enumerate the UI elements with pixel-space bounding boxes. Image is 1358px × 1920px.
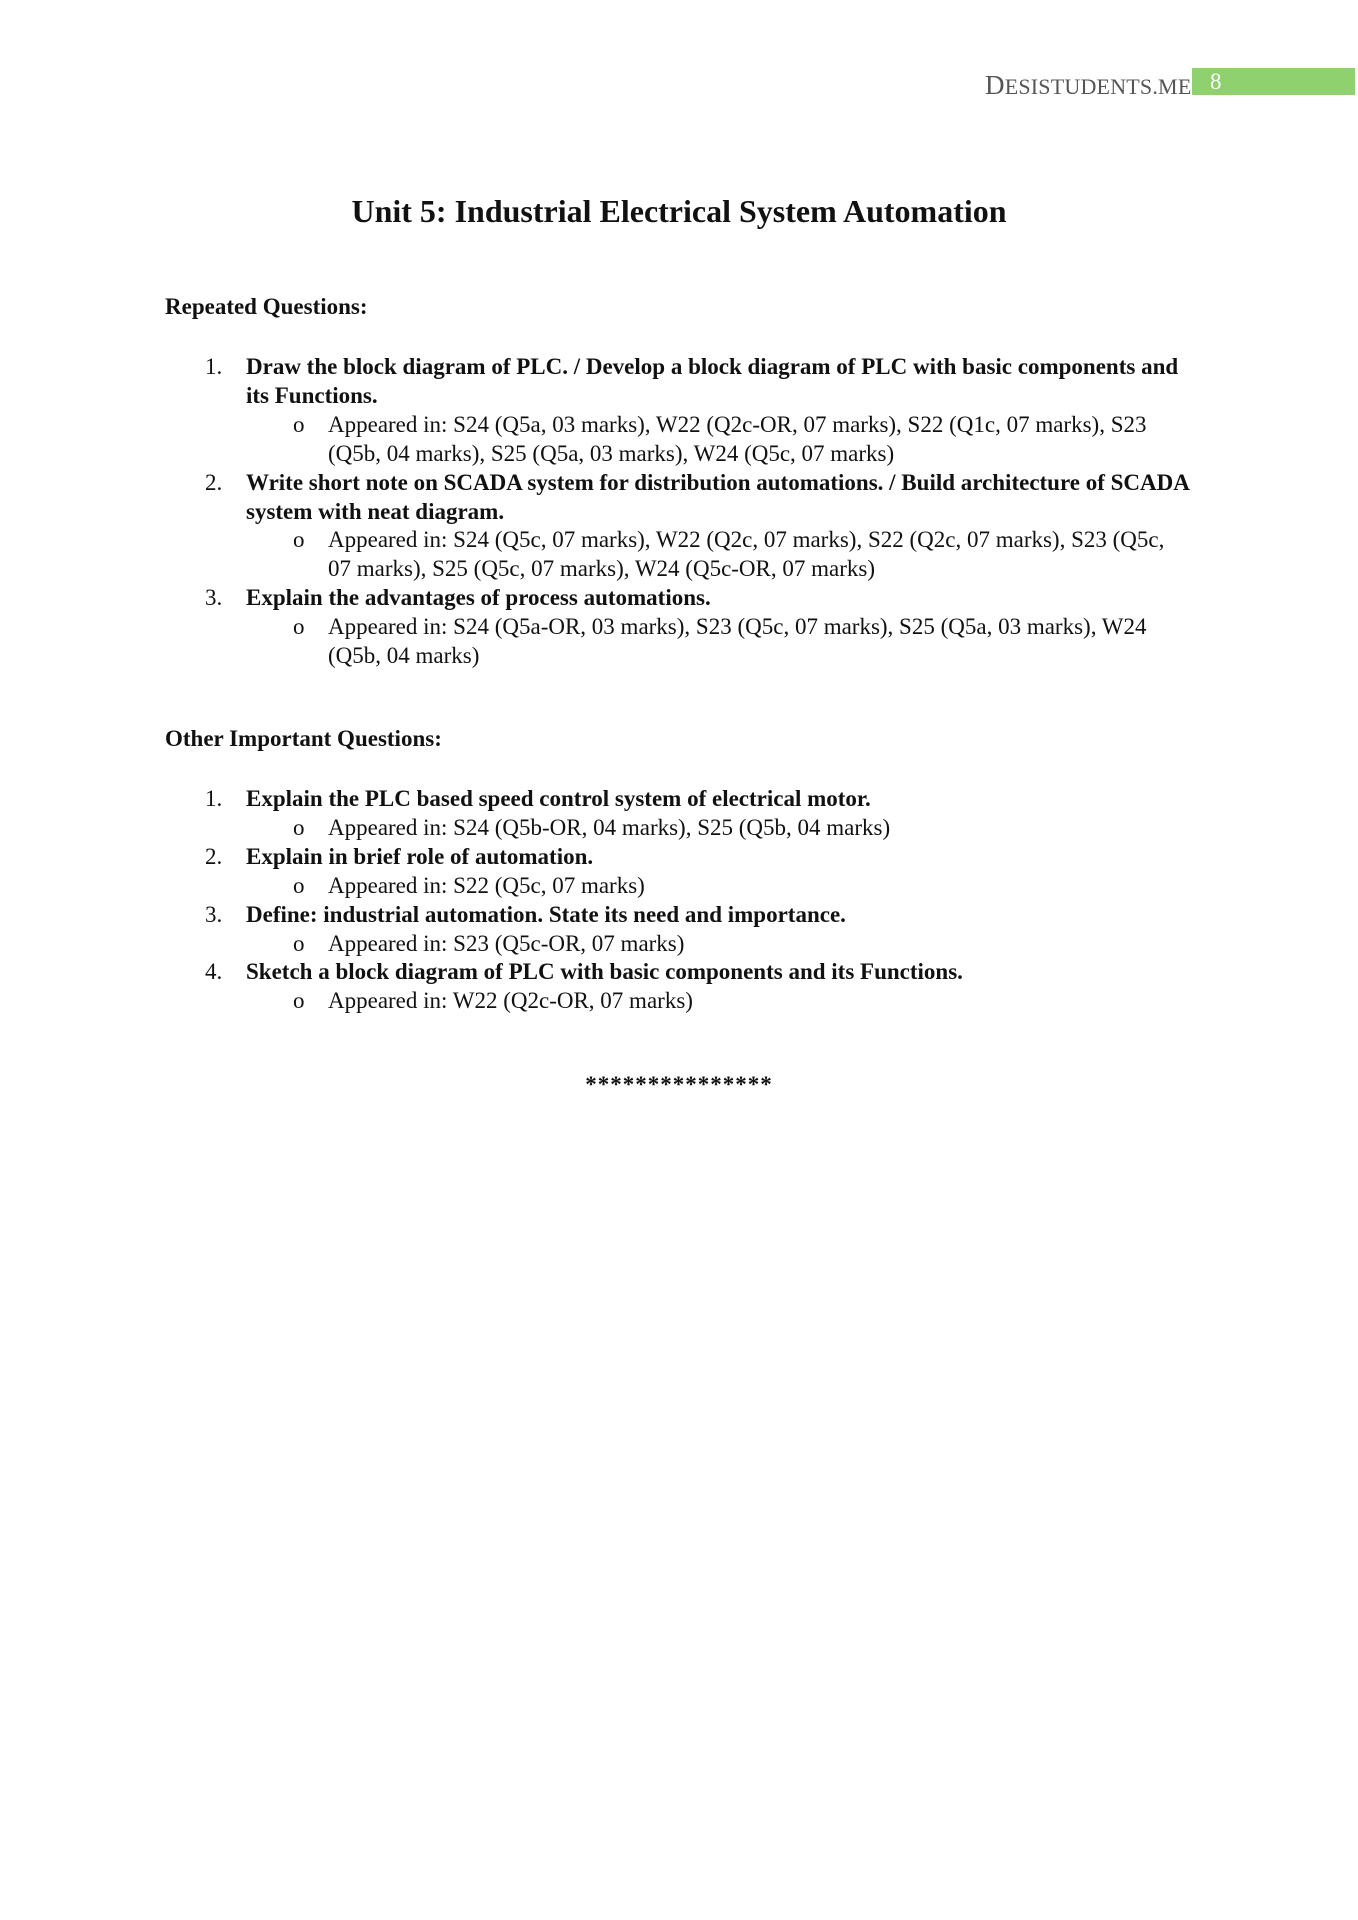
appeared-in (246, 613, 1188, 671)
appeared-in (246, 872, 1188, 901)
question-number: 1. (205, 354, 223, 379)
separator: *************** (585, 1072, 773, 1097)
bullet-icon: o (293, 814, 305, 840)
bullet-icon: o (293, 527, 305, 553)
other-heading: Other Important Questions: (165, 726, 442, 751)
site-header: DESISTUDENTS.ME (985, 70, 1192, 100)
bullet-icon: o (293, 411, 305, 437)
other-list (205, 785, 1196, 1016)
question-text: Define: industrial automation. State its need and importance. (246, 901, 846, 927)
bullet-icon: o (293, 930, 305, 956)
question-number: 3. (205, 901, 223, 927)
question-text: Sketch a block diagram of PLC with basic components and its Functions. (246, 959, 963, 985)
question-item (205, 469, 1196, 585)
appeared-text: Appeared in: S24 (Q5c, 07 marks), W22 (Q2c, 07 marks), S22 (Q2c, 07 marks), S23 (Q5c, 07 marks), S25 (Q5c, 07 marks), W24 (Q5c-OR, 07 marks) (328, 527, 1165, 582)
repeated-list (205, 353, 1196, 671)
question-item (205, 901, 1196, 959)
question-number: 2. (205, 843, 223, 869)
question-item (205, 958, 1196, 1016)
question-text: Explain the advantages of process automations. (246, 585, 711, 611)
bullet-icon: o (293, 614, 305, 640)
appeared-text: Appeared in: S24 (Q5a-OR, 03 marks), S23 (Q5c, 07 marks), S25 (Q5a, 03 marks), W24 (Q5b, 04 marks) (328, 614, 1147, 669)
question-item (205, 785, 1196, 843)
appeared-in (246, 814, 1188, 843)
appeared-in (246, 930, 1188, 959)
bullet-icon: o (293, 872, 305, 898)
appeared-in (246, 526, 1188, 584)
appeared-text: Appeared in: S23 (Q5c-OR, 07 marks) (328, 930, 685, 956)
question-number: 2. (205, 469, 223, 495)
question-text: Write short note on SCADA system for distribution automations. / Build architecture of SCADA system with neat diagram. (246, 469, 1189, 524)
question-number: 1. (205, 786, 223, 811)
question-number: 3. (205, 585, 223, 611)
question-item (205, 843, 1196, 901)
appeared-text: Appeared in: S24 (Q5b-OR, 04 marks), S25 (Q5b, 04 marks) (328, 814, 891, 840)
question-item (205, 584, 1196, 671)
appeared-text: Appeared in: W22 (Q2c-OR, 07 marks) (328, 988, 693, 1014)
question-number: 4. (205, 959, 223, 985)
appeared-text: Appeared in: S24 (Q5a, 03 marks), W22 (Q2c-OR, 07 marks), S22 (Q1c, 07 marks), S23 (Q5b, 04 marks), S25 (Q5a, 03 marks), W24 (Q5c, 07 marks) (328, 411, 1147, 466)
question-text: Explain in brief role of automation. (246, 843, 594, 869)
question-text: Draw the block diagram of PLC. / Develop a block diagram of PLC with basic components and its Functions. (246, 354, 1179, 408)
repeated-heading: Repeated Questions: (165, 294, 368, 319)
page-title: Unit 5: Industrial Electrical System Automation (351, 193, 1007, 229)
appeared-text: Appeared in: S22 (Q5c, 07 marks) (328, 872, 645, 898)
appeared-in (246, 411, 1188, 469)
appeared-in (246, 987, 1188, 1016)
question-text: Explain the PLC based speed control system of electrical motor. (246, 786, 871, 811)
bullet-icon: o (293, 988, 305, 1014)
question-item (205, 353, 1196, 469)
page-number: 8 (1192, 68, 1355, 95)
